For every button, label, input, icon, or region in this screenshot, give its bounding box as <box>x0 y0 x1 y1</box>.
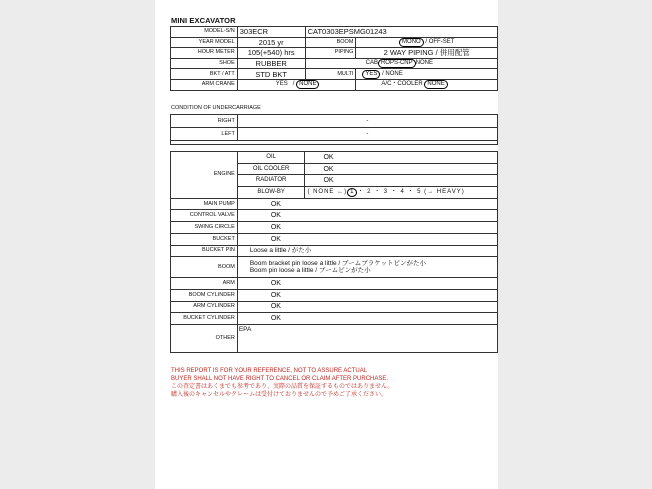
blowby-rest: ・ 2 ・ 3 ・ 4 ・ 5 (→ HEAVY) <box>357 188 465 195</box>
left-value: - <box>237 128 497 141</box>
arm-crane-sep: / <box>292 81 295 88</box>
model-label: MODEL-S/N <box>171 27 238 38</box>
left-label: LEFT <box>171 128 238 141</box>
year-value: 2015 yr <box>237 37 305 48</box>
arm-crane-options <box>237 79 356 90</box>
undercarriage-heading: CONDITION OF UNDERCARRIAGE <box>171 105 261 111</box>
blowby-selected: 1 <box>347 188 357 197</box>
bkt-label: BKT / ATT <box>171 69 238 80</box>
condition-table <box>170 151 498 353</box>
disclaimer <box>171 367 393 399</box>
control-valve-label: CONTROL VALVE <box>171 210 238 222</box>
oil-value: OK <box>305 152 498 164</box>
serial-value: CAT0303EPSMG01243 <box>305 27 497 38</box>
boom-notes <box>237 257 497 278</box>
oil-cooler-value: OK <box>305 163 498 175</box>
other-value: EPA <box>237 324 497 352</box>
arm-cylinder-label: ARM CYLINDER <box>171 301 238 313</box>
cab-rops-selected: ROPS-CNP <box>378 59 416 68</box>
blowby-scale <box>305 187 498 199</box>
arm-crane-yes-option: YES <box>275 81 288 88</box>
boom-note-1: Boom bracket pin loose a little / ブームブラケットピンがた小 <box>249 259 426 267</box>
hour-meter-value: 105(+540) hrs <box>237 48 305 59</box>
boom-note-2: Boom pin loose a little / ブームピンがた小 <box>249 267 371 275</box>
bucket-pin-label: BUCKET PIN <box>171 245 238 257</box>
boom-mono-selected: MONO <box>399 38 424 47</box>
bkt-value: STD BKT <box>237 69 305 80</box>
cab-options <box>305 58 497 69</box>
arm-crane-label: ARM CRANE <box>171 79 238 90</box>
hour-meter-label: HOUR METER <box>171 48 238 59</box>
engine-label: ENGINE <box>171 152 238 199</box>
cab-label: CAB <box>365 60 378 67</box>
bucket-cylinder-label: BUCKET CYLINDER <box>171 313 238 325</box>
main-pump-label: MAIN PUMP <box>171 198 238 210</box>
spec-table <box>170 26 498 91</box>
undercarriage-table <box>170 114 498 145</box>
boom-cylinder-label: BOOM CYLINDER <box>171 289 238 301</box>
boom-offset-option: / OFF-SET <box>425 38 455 45</box>
piping-label: PIPING <box>305 48 356 59</box>
control-valve-value: OK <box>237 210 497 222</box>
bucket-value: OK <box>237 233 497 245</box>
multi-label: MULTI <box>305 69 356 80</box>
radiator-value: OK <box>305 175 498 187</box>
piping-value: 2 WAY PIPING / 併用配管 <box>356 48 498 59</box>
oil-label: OIL <box>237 152 305 164</box>
model-value: 303ECR <box>237 27 305 38</box>
multi-options <box>356 69 498 80</box>
boom-cylinder-value: OK <box>237 289 497 301</box>
bucket-label: BUCKET <box>171 233 238 245</box>
bucket-pin-value: Loose a little / がた小 <box>237 245 497 257</box>
blowby-none-end: ( NONE ←) <box>307 188 348 195</box>
swing-circle-label: SWING CIRCLE <box>171 222 238 234</box>
main-pump-value: OK <box>237 198 497 210</box>
bucket-cylinder-value: OK <box>237 313 497 325</box>
arm-label: ARM <box>171 278 238 290</box>
disclaimer-line: BUYER SHALL NOT HAVE RIGHT TO CANCEL OR CLAIM AFTER PURCHASE. <box>171 376 389 382</box>
oil-cooler-label: OIL COOLER <box>237 163 305 175</box>
disclaimer-line: この査定書はあくまでも参考であり、実際の品質を保証するものではありません。 <box>171 384 394 390</box>
arm-cylinder-value: OK <box>237 301 497 313</box>
arm-value: OK <box>237 278 497 290</box>
cab-none-option: NONE <box>415 60 433 67</box>
arm-crane-none-selected: NONE <box>296 80 319 89</box>
right-value: - <box>237 115 497 128</box>
multi-none-option: / NONE <box>382 70 403 77</box>
inspection-sheet <box>155 0 498 489</box>
shoe-label: SHOE <box>171 58 238 69</box>
page-title: MINI EXCAVATOR <box>171 16 236 25</box>
radiator-label: RADIATOR <box>237 175 305 187</box>
multi-yes-selected: YES <box>362 70 380 79</box>
swing-circle-value: OK <box>237 222 497 234</box>
blowby-label: BLOW-BY <box>237 187 305 199</box>
disclaimer-line: 購入後のキャンセルやクレームは受付けておりませんので予めご了承ください。 <box>171 392 388 398</box>
other-label: OTHER <box>171 324 238 352</box>
ac-none-selected: NONE <box>424 80 447 89</box>
boom-label: BOOM <box>171 257 238 278</box>
boom-type-label: BOOM <box>305 37 356 48</box>
ac-label: A/C・COOLER <box>381 81 423 88</box>
shoe-value: RUBBER <box>237 58 305 69</box>
disclaimer-line: THIS REPORT IS FOR YOUR REFERENCE, NOT TO ASSURE ACTUAL <box>171 368 368 374</box>
right-label: RIGHT <box>171 115 238 128</box>
year-label: YEAR MODEL <box>171 37 238 48</box>
spacer-row <box>171 141 498 145</box>
ac-options <box>356 79 498 90</box>
boom-type-options <box>356 37 498 48</box>
